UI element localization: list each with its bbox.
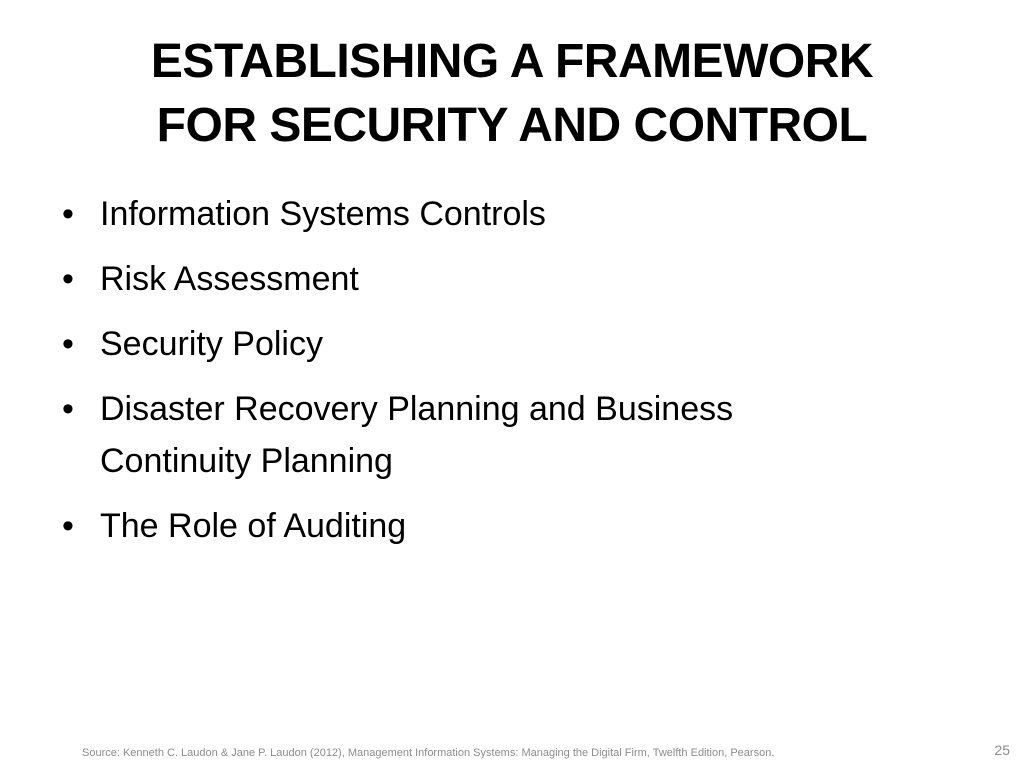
source-citation: Source: Kenneth C. Laudon & Jane P. Laudon (2012), Management Information Systems: Managing the Digital Firm, Twelfth Edition, Pearson.	[82, 747, 775, 759]
bullet-icon: •	[62, 195, 74, 233]
bullet-text: Information Systems Controls	[100, 195, 546, 233]
page-number: 25	[994, 742, 1010, 758]
bullet-item	[60, 188, 960, 240]
bullet-icon: •	[62, 260, 74, 298]
bullet-list	[60, 188, 960, 565]
bullet-icon: •	[62, 507, 74, 545]
bullet-text-continuation: Continuity Planning	[100, 442, 393, 480]
bullet-text: Risk Assessment	[100, 260, 359, 298]
bullet-icon: •	[62, 390, 74, 428]
bullet-item	[60, 253, 960, 305]
bullet-text: Security Policy	[100, 325, 323, 363]
bullet-icon: •	[62, 325, 74, 363]
bullet-text: Disaster Recovery Planning and Business	[100, 390, 734, 428]
bullet-item	[60, 500, 960, 552]
bullet-text: The Role of Auditing	[100, 507, 407, 545]
slide-title-line-1: ESTABLISHING A FRAMEWORK	[150, 35, 874, 88]
bullet-item	[60, 383, 960, 487]
slide-title	[60, 30, 964, 158]
slide-title-line-2: FOR SECURITY AND CONTROL	[156, 99, 868, 152]
bullet-item	[60, 318, 960, 370]
